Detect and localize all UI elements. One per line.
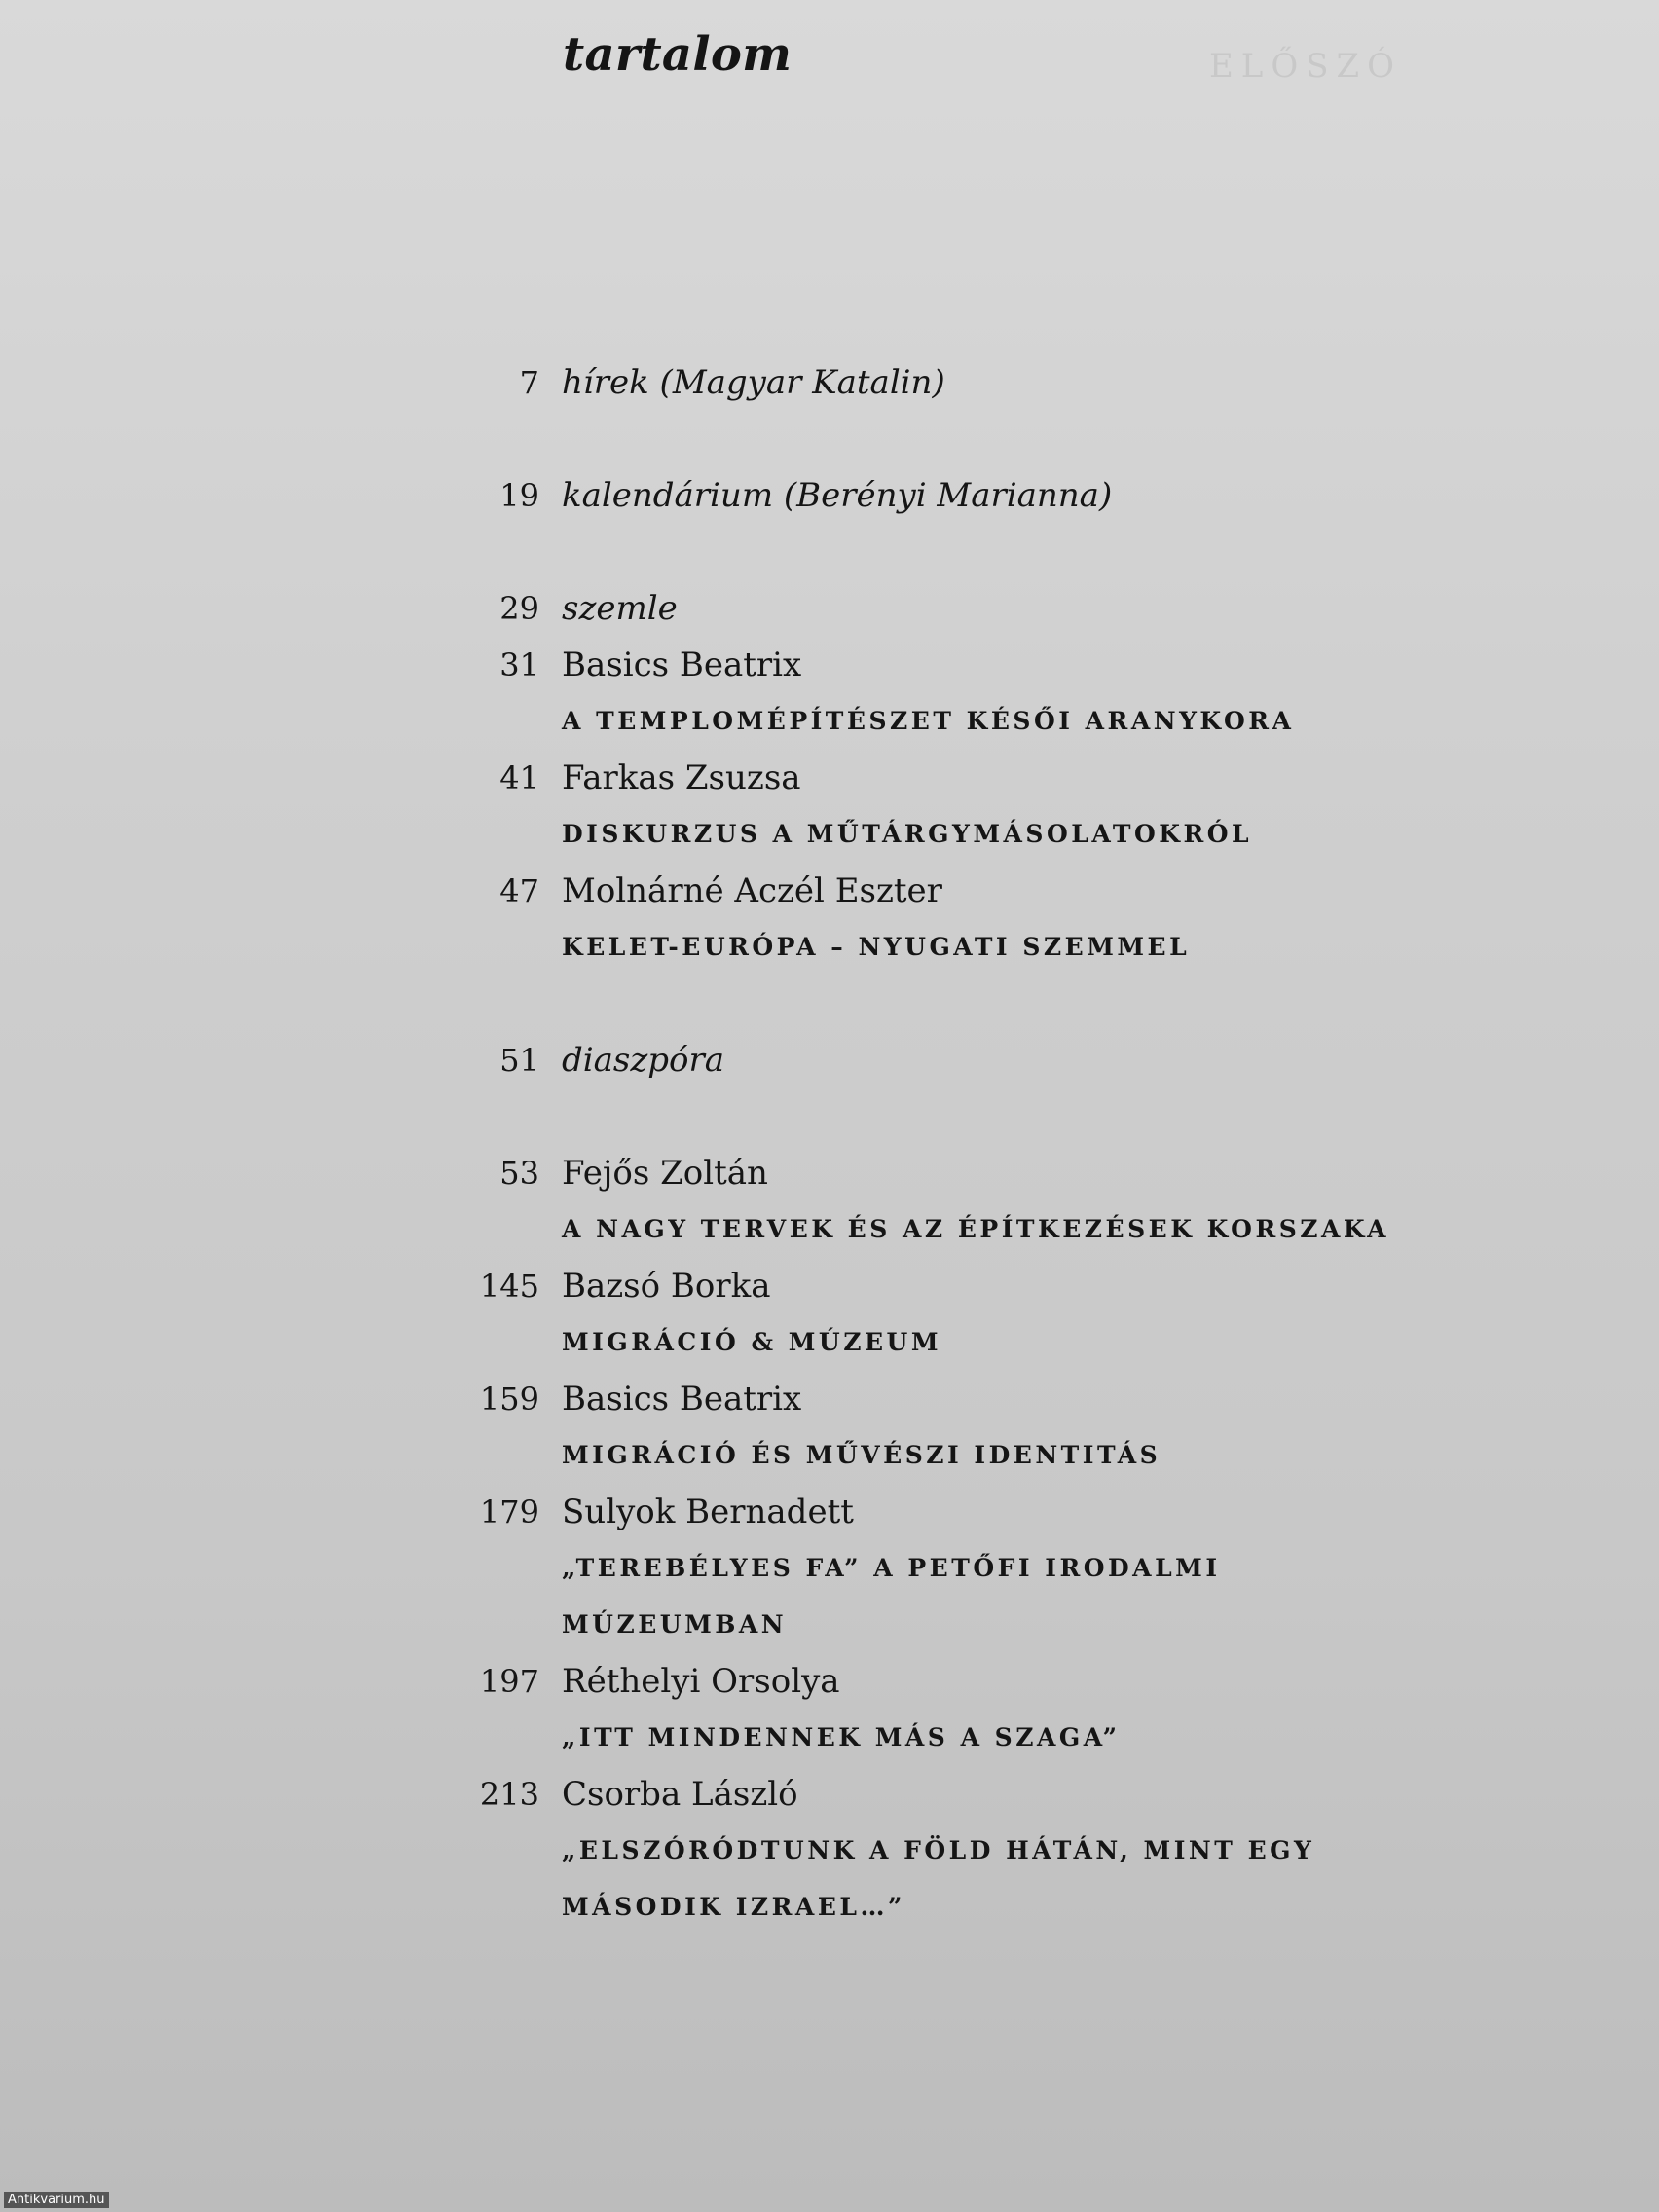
- toc-article-title: „ITT MINDENNEK MÁS A SZAGA”: [562, 1723, 1121, 1751]
- toc-author: Molnárné Aczél Eszter: [562, 871, 942, 910]
- toc-author: Sulyok Bernadett: [562, 1493, 854, 1531]
- toc-row: [389, 354, 1558, 411]
- toc-row: [389, 467, 1558, 524]
- toc-row: [389, 1597, 1558, 1653]
- toc-author: Farkas Zsuzsa: [562, 758, 801, 797]
- toc-author: Basics Beatrix: [562, 645, 802, 684]
- toc-row: [389, 1145, 1558, 1201]
- toc-section-title: kalendárium (Berényi Marianna): [562, 476, 1113, 515]
- toc-row: [389, 750, 1558, 806]
- toc-row: [389, 1710, 1558, 1766]
- toc-row: [389, 1540, 1558, 1597]
- toc-article-title: KELET-EURÓPA – NYUGATI SZEMMEL: [562, 933, 1191, 961]
- toc-section-title: diaszpóra: [562, 1041, 725, 1080]
- toc-page-number: 19: [499, 477, 539, 514]
- toc-row: [389, 863, 1558, 919]
- toc-page-number: 31: [499, 646, 539, 683]
- toc-page-number: 47: [499, 872, 539, 909]
- toc-article-title: MIGRÁCIÓ ÉS MŰVÉSZI IDENTITÁS: [562, 1441, 1161, 1469]
- toc-row: [389, 1823, 1558, 1879]
- toc-author: Csorba László: [562, 1775, 798, 1814]
- toc-author: Fejős Zoltán: [562, 1154, 768, 1193]
- toc-page-number: 41: [499, 759, 539, 796]
- toc-row: [389, 1258, 1558, 1314]
- bleed-through-header: ELŐSZÓ: [1208, 47, 1402, 86]
- toc-page-number: 159: [479, 1381, 539, 1418]
- toc-row: [389, 637, 1558, 693]
- table-of-contents: [389, 354, 1558, 1936]
- page-title: tartalom: [563, 27, 793, 82]
- toc-article-title: MIGRÁCIÓ & MÚZEUM: [562, 1328, 941, 1356]
- toc-article-title: „ELSZÓRÓDTUNK A FÖLD HÁTÁN, MINT EGY: [562, 1836, 1315, 1864]
- toc-row: [389, 806, 1558, 863]
- toc-row: [389, 1879, 1558, 1936]
- toc-page-number: 213: [479, 1776, 539, 1813]
- toc-row: [389, 1032, 1558, 1088]
- toc-page-number: 197: [479, 1663, 539, 1700]
- toc-row: [389, 1201, 1558, 1258]
- toc-article-title: DISKURZUS A MŰTÁRGYMÁSOLATOKRÓL: [562, 820, 1253, 848]
- toc-row: [389, 919, 1558, 976]
- toc-article-title: „TEREBÉLYES FA” A PETŐFI IRODALMI: [562, 1554, 1221, 1582]
- toc-row: [389, 580, 1558, 637]
- toc-author: Basics Beatrix: [562, 1380, 802, 1419]
- toc-row: [389, 1314, 1558, 1371]
- toc-article-title: A TEMPLOMÉPÍTÉSZET KÉSŐI ARANYKORA: [562, 707, 1295, 735]
- toc-row: [389, 1371, 1558, 1427]
- toc-page-number: 179: [479, 1493, 539, 1530]
- toc-row: [389, 1766, 1558, 1823]
- toc-row: [389, 1484, 1558, 1540]
- toc-page-number: 145: [479, 1268, 539, 1305]
- toc-article-title-continued: MÚZEUMBAN: [562, 1610, 788, 1639]
- toc-section-title: hírek (Magyar Katalin): [562, 363, 945, 402]
- toc-row: [389, 693, 1558, 750]
- source-watermark: Antikvarium.hu: [4, 2192, 109, 2208]
- toc-author: Bazsó Borka: [562, 1267, 771, 1306]
- toc-row: [389, 1653, 1558, 1710]
- toc-author: Réthelyi Orsolya: [562, 1662, 840, 1701]
- toc-page-number: 53: [499, 1155, 539, 1192]
- toc-page-number: 51: [499, 1042, 539, 1079]
- toc-article-title: A NAGY TERVEK ÉS AZ ÉPÍTKEZÉSEK KORSZAKA: [562, 1215, 1390, 1243]
- toc-row: [389, 1427, 1558, 1484]
- toc-section-title: szemle: [562, 589, 678, 628]
- toc-page-number: 29: [499, 590, 539, 627]
- toc-page-number: 7: [519, 364, 539, 401]
- toc-article-title-continued: MÁSODIK IZRAEL…”: [562, 1893, 905, 1921]
